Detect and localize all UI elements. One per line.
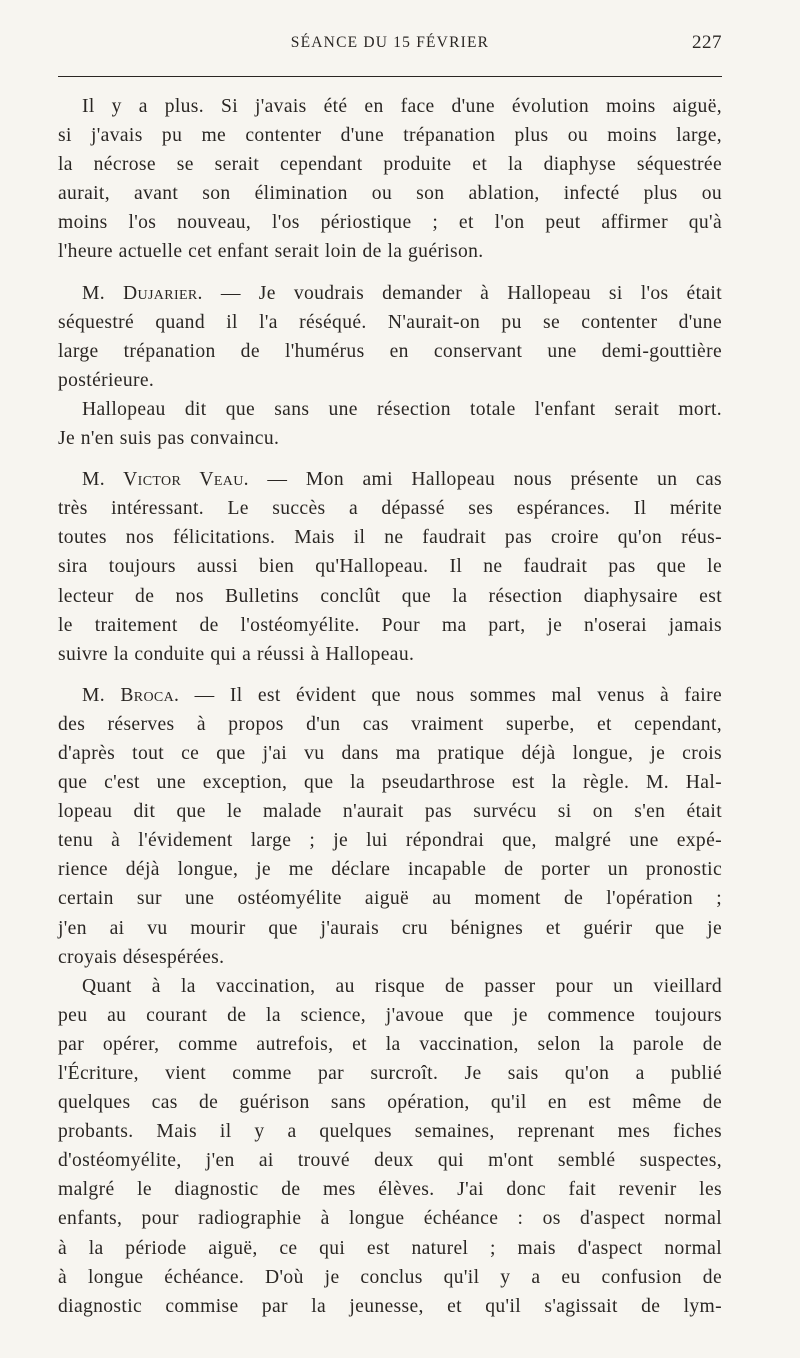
- paragraph: [58, 681, 722, 972]
- text-fragment: — Il est évident que nous sommes mal venus à faire: [179, 684, 722, 706]
- text-line: suivre la conduite qui a réussi à Hallopeau.: [58, 643, 415, 665]
- text-line: lecteur de nos Bulletins conclût que la résection diaphysaire est: [58, 585, 722, 607]
- text-line: certain sur une ostéomyélite aiguë au moment de l'opération ;: [58, 888, 722, 910]
- text-line: sira toujours aussi bien qu'Hallopeau. Il ne faudrait pas que le: [58, 556, 722, 578]
- text-line: à la période aiguë, ce qui est naturel ; mais d'aspect normal: [58, 1237, 722, 1259]
- paragraph-gap: [58, 267, 722, 279]
- text-line: [58, 279, 722, 308]
- text-line: à longue échéance. D'où je conclus qu'il y a eu confusion de: [58, 1266, 722, 1288]
- text-line: aurait, avant son élimination ou son ablation, infecté plus ou: [58, 183, 722, 205]
- paragraph: [58, 92, 722, 267]
- text-line: le traitement de l'ostéomyélite. Pour ma part, je n'oserai jamais: [58, 614, 722, 636]
- text-line: par opérer, comme autrefois, et la vaccination, selon la parole de: [58, 1033, 722, 1055]
- text-fragment: — Mon ami Hallopeau nous présente un cas: [248, 469, 722, 491]
- text-line: large trépanation de l'humérus en conservant une demi-gouttière: [58, 340, 722, 362]
- text-line: postérieure.: [58, 369, 155, 391]
- text-line: si j'avais pu me contenter d'une trépanation plus ou moins large,: [58, 125, 722, 147]
- text-line: des réserves à propos d'un cas vraiment superbe, et cependant,: [58, 713, 722, 735]
- text-line: l'heure actuelle cet enfant serait loin de la guérison.: [58, 241, 484, 263]
- page-number: 227: [692, 32, 722, 53]
- paragraph-gap: [58, 453, 722, 465]
- text-fragment: — Je voudrais demander à Hallopeau si l'os était: [202, 282, 722, 304]
- text-line: que c'est une exception, que la pseudarthrose est la règle. M. Hal-: [58, 772, 722, 794]
- speaker-name: M. Broca.: [82, 684, 180, 706]
- text-line: malgré le diagnostic de mes élèves. J'ai donc fait revenir les: [58, 1179, 722, 1201]
- body-text: [58, 92, 722, 1321]
- text-line: Quant à la vaccination, au risque de passer pour un vieillard: [82, 975, 722, 997]
- text-line: d'après tout ce que j'ai vu dans ma pratique déjà longue, je crois: [58, 742, 722, 764]
- running-title: SÉANCE DU 15 FÉVRIER: [290, 34, 490, 51]
- speaker-name: M. Victor Veau.: [82, 469, 249, 491]
- text-line: Je n'en suis pas convaincu.: [58, 428, 280, 450]
- page-header: [58, 30, 722, 60]
- text-line: croyais désespérées.: [58, 946, 225, 968]
- text-line: Il y a plus. Si j'avais été en face d'une évolution moins aiguë,: [82, 96, 722, 117]
- paragraph-gap: [58, 669, 722, 681]
- text-line: d'ostéomyélite, j'en ai trouvé deux qui m'ont semblé suspectes,: [58, 1150, 722, 1172]
- text-line: j'en ai vu mourir que j'aurais cru bénignes et guérir que je: [58, 917, 722, 939]
- text-line: [58, 681, 722, 710]
- paragraph: [58, 395, 722, 453]
- text-line: enfants, pour radiographie à longue échéance : os d'aspect normal: [58, 1208, 722, 1230]
- text-line: Hallopeau dit que sans une résection totale l'enfant serait mort.: [82, 398, 722, 420]
- text-line: séquestré quand il l'a réséqué. N'aurait-on pu se contenter d'une: [58, 311, 722, 333]
- header-rule: [58, 76, 722, 77]
- speaker-name: M. Dujarier.: [82, 282, 203, 304]
- text-line: la nécrose se serait cependant produite et la diaphyse séquestrée: [58, 154, 722, 176]
- text-line: l'Écriture, vient comme par surcroît. Je sais qu'on a publié: [58, 1063, 722, 1084]
- text-line: quelques cas de guérison sans opération, qu'il en est même de: [58, 1092, 722, 1114]
- text-line: moins l'os nouveau, l'os périostique ; et l'on peut affirmer qu'à: [58, 212, 722, 234]
- text-line: diagnostic commise par la jeunesse, et qu'il s'agissait de lym-: [58, 1295, 722, 1317]
- paragraph: [58, 279, 722, 395]
- text-line: lopeau dit que le malade n'aurait pas survécu si on s'en était: [58, 801, 722, 823]
- text-line: tenu à l'évidement large ; je lui répondrai que, malgré une expé-: [58, 830, 722, 852]
- text-line: rience déjà longue, je me déclare incapable de porter un pronostic: [58, 859, 722, 881]
- paragraph: [58, 465, 722, 669]
- paragraph: [58, 972, 722, 1321]
- text-line: toutes nos félicitations. Mais il ne faudrait pas croire qu'on réus-: [58, 527, 722, 549]
- text-line: [58, 465, 722, 494]
- text-line: très intéressant. Le succès a dépassé ses espérances. Il mérite: [58, 498, 722, 520]
- text-line: probants. Mais il y a quelques semaines, reprenant mes fiches: [58, 1121, 722, 1143]
- text-line: peu au courant de la science, j'avoue que je commence toujours: [58, 1004, 722, 1026]
